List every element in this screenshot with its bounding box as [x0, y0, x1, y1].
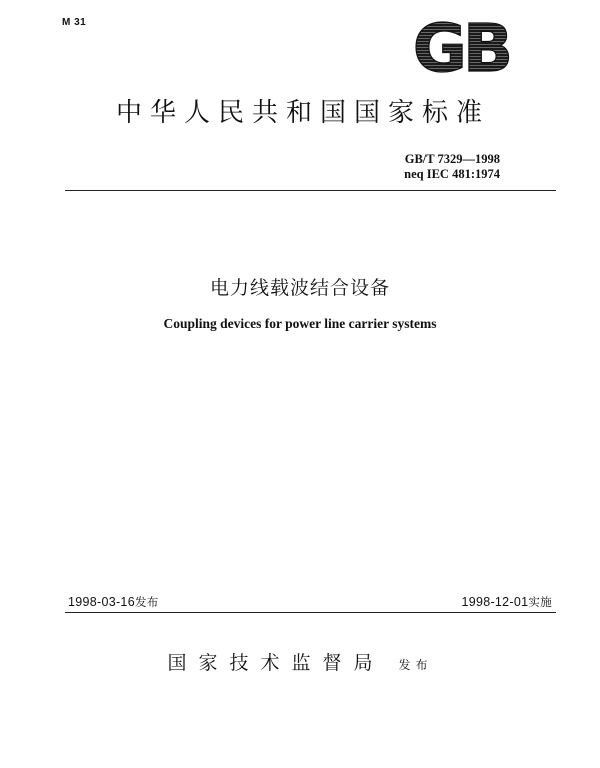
svg-text:GB: GB: [412, 16, 510, 76]
classification-code: M 31: [62, 17, 87, 28]
issue-label: 发布: [134, 595, 159, 609]
gb-logo: [399, 16, 523, 76]
national-standard-title: 中华人民共和国国家标准: [115, 98, 490, 128]
top-divider: [65, 190, 556, 191]
implementation-date-block: [461, 594, 552, 610]
publisher-block: [0, 648, 600, 675]
issue-date-block: [68, 594, 159, 610]
standard-number-block: [404, 152, 500, 182]
standard-title-chinese: 电力线载波结合设备: [209, 277, 390, 299]
implementation-date: 1998-12-01: [461, 595, 529, 609]
publish-label: 发布: [398, 658, 433, 672]
standard-equivalence: neq IEC 481:1974: [404, 167, 500, 181]
bottom-divider: [65, 612, 556, 613]
publisher-name: 国家技术监督局: [167, 652, 385, 674]
standard-number: GB/T 7329—1998: [404, 152, 500, 166]
issue-date: 1998-03-16: [68, 595, 135, 609]
standard-title-english: Coupling devices for power line carrier systems: [163, 316, 437, 331]
implementation-label: 实施: [528, 595, 552, 609]
